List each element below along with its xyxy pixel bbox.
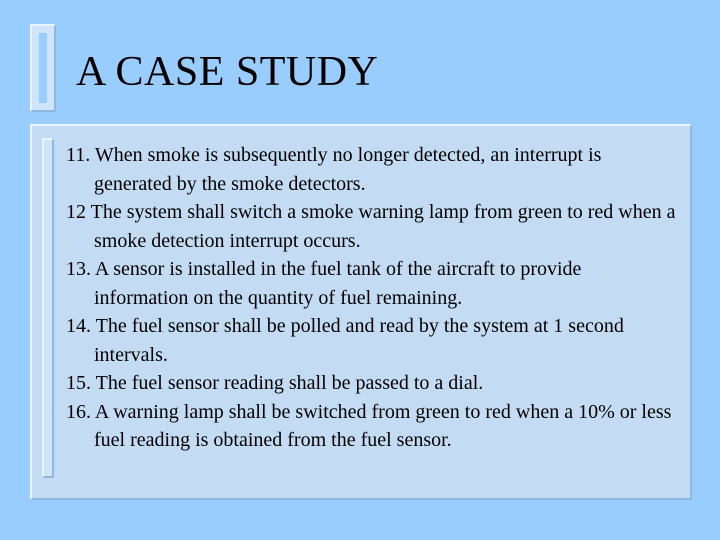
list-item: 15. The fuel sensor reading shall be passed to a dial. [66,372,484,394]
slide-title: A CASE STUDY [76,49,379,95]
list-item: 16. A warning lamp shall be switched from green to red when a 10% or less fuel reading is obtained from the fuel sensor. [66,400,672,451]
title-accent-bar-inner [39,33,47,103]
panel-accent-bar [42,138,54,478]
list-item: 13. A sensor is installed in the fuel tank of the aircraft to provide information on the quantity of fuel remaining. [66,258,582,309]
list-item: 14. The fuel sensor shall be polled and read by the system at 1 second intervals. [66,315,624,366]
requirements-list [66,141,676,455]
list-item: 11. When smoke is subsequently no longer detected, an interrupt is generated by the smoke detectors. [66,144,602,195]
list-item: 12 The system shall switch a smoke warning lamp from green to red when a smoke detection interrupt occurs. [66,201,676,252]
title-accent-bar [30,24,56,112]
